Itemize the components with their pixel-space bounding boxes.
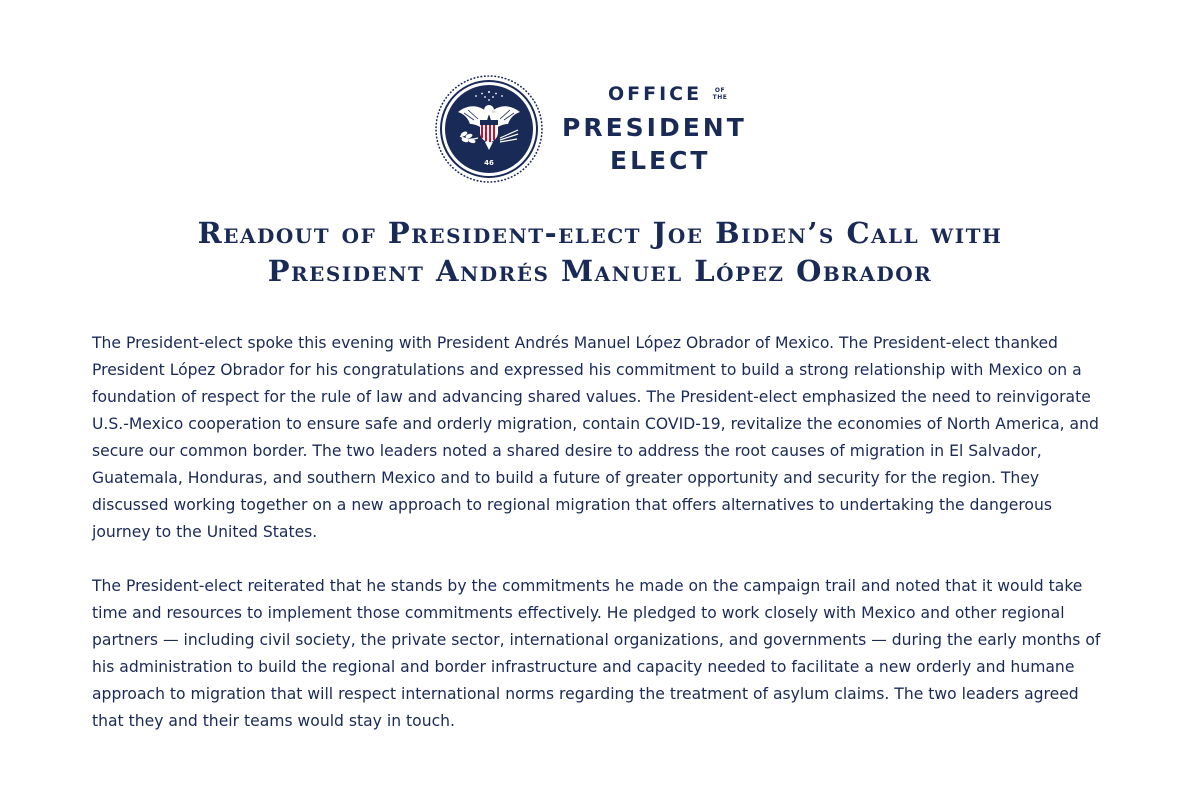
readout-body [92, 330, 1108, 762]
wordmark-the: THE [712, 94, 728, 101]
wordmark-of-the [709, 87, 731, 101]
wordmark-office: OFFICE [608, 83, 703, 105]
paragraph-1: The President-elect spoke this evening with President Andrés Manuel López Obrador of Mexico. The President-elect thanked President López Obrador for his congratulations and expressed his commitment to build a strong relationship with Mexico on a foundation of respect for the rule of law and advancing shared values. The President-elect emphasized the need to reinvigorate U.S.-Mexico cooperation to ensure safe and orderly migration, contain COVID-19, revitalize the economies of North America, and secure our common border. The two leaders noted a shared desire to address the root causes of migration in El Salvador, Guatemala, Honduras, and southern Mexico and to build a future of greater opportunity and security for the region. They discussed working together on a new approach to regional migration that offers alternatives to undertaking the dangerous journey to the United States. [92, 334, 1099, 541]
wordmark-elect: ELECT [610, 146, 711, 175]
seal-number: 46 [484, 159, 494, 167]
header [0, 72, 1200, 182]
office-of-the-president-elect-wordmark [562, 82, 782, 182]
paragraph-2: The President-elect reiterated that he stands by the commitments he made on the campaign trail and noted that it would take time and resources to implement those commitments effectively. He pledged to work closely with Mexico and other regional partners — including civil society, the private sector, international organizations, and governments — during the early months of his administration to build the regional and border infrastructure and capacity needed to facilitate a new orderly and humane approach to migration that will respect international norms regarding the treatment of asylum claims. The two leaders agreed that they and their teams would stay in touch. [92, 577, 1101, 730]
wordmark-president: PRESIDENT [562, 113, 747, 142]
presidential-seal-icon [434, 74, 544, 184]
wordmark-of: OF [714, 87, 726, 94]
page-title [60, 214, 1140, 290]
title-line-2: President Andrés Manuel López Obrador [267, 254, 933, 288]
title-line-1: Readout of President-elect Joe Biden’s Call with [197, 216, 1003, 250]
